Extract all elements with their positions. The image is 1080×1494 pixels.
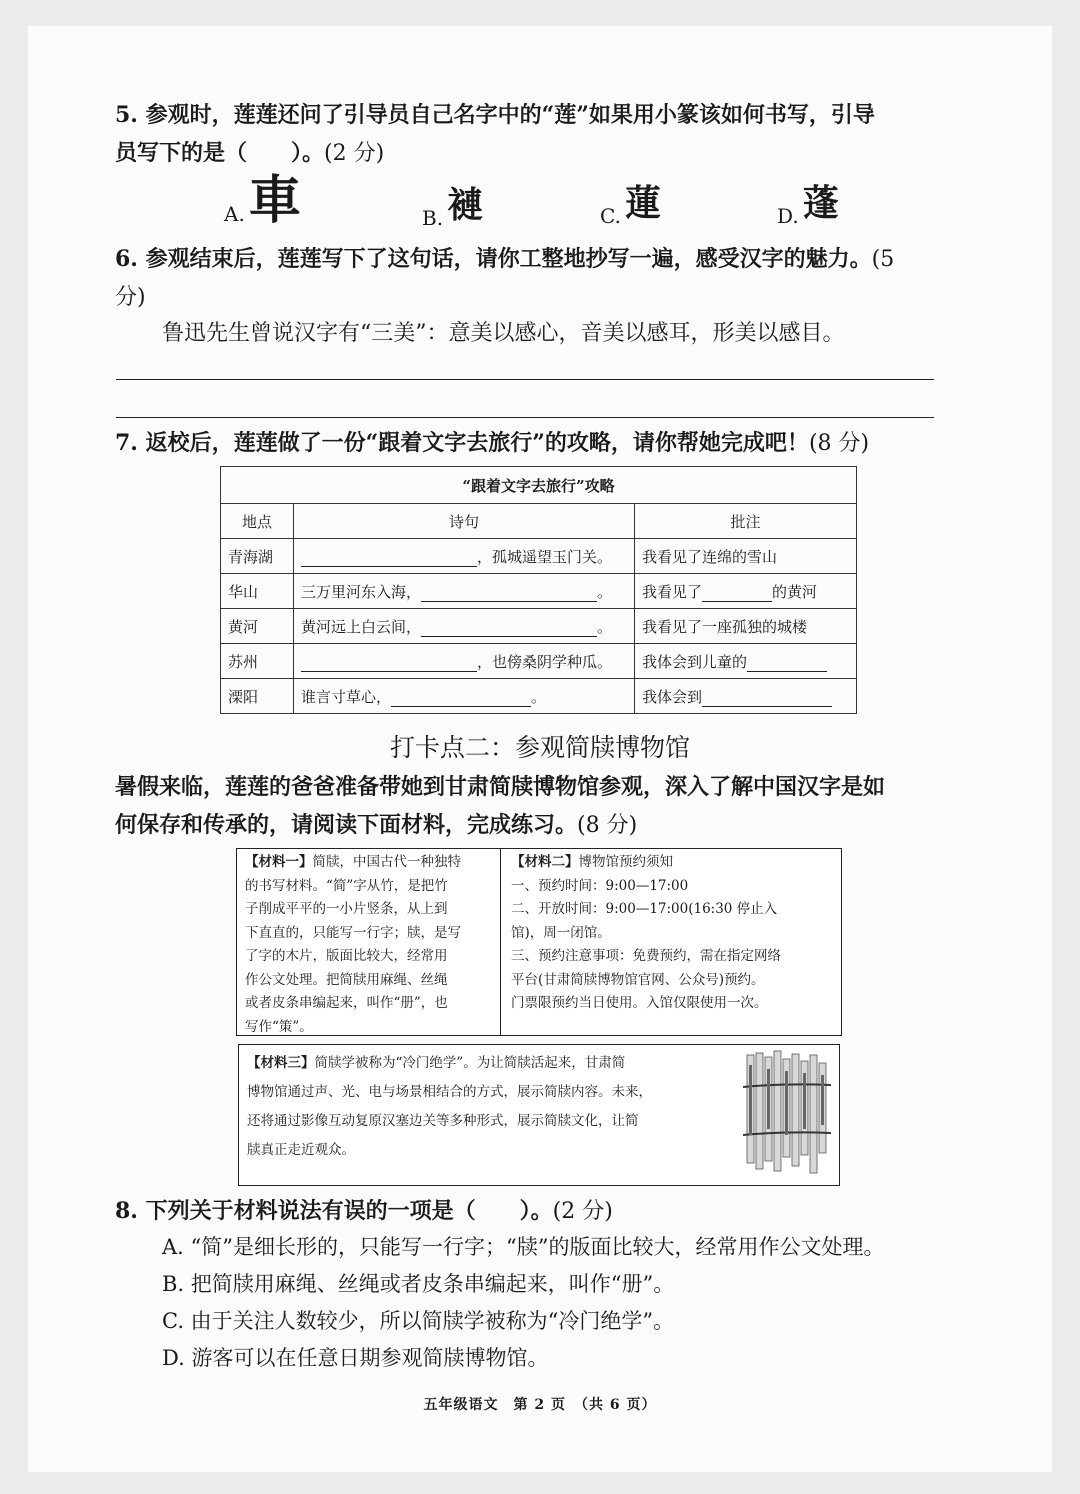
materials-1-2-box — [236, 848, 842, 1036]
poem-blank[interactable] — [421, 620, 597, 637]
poem-blank[interactable] — [301, 655, 477, 672]
table-header-poem: 诗句 — [294, 504, 635, 539]
note-blank[interactable] — [702, 585, 772, 602]
option-d[interactable] — [777, 178, 839, 228]
bamboo-slips-image — [739, 1049, 835, 1179]
table-row — [221, 539, 857, 574]
question-5-line1: 5. 参观时，莲莲还问了引导员自己名字中的“莲”如果用小篆该如何书写，引导 — [115, 102, 875, 128]
material-1-line: 的书写材料。“简”字从竹，是把竹 — [245, 877, 448, 894]
row-poem — [294, 644, 635, 679]
row-poem — [294, 679, 635, 714]
section-intro-points: (8 分) — [577, 813, 638, 838]
row-note — [635, 574, 857, 609]
option-a-label: A. — [224, 202, 245, 226]
poem-post: 。 — [597, 617, 613, 636]
travel-guide-table — [220, 466, 857, 714]
note-pre: 我看见了一座孤独的城楼 — [642, 617, 808, 636]
option-a[interactable] — [224, 170, 301, 231]
material-1-line: 写作“策”。 — [245, 1018, 313, 1035]
question-6-text: 6. 参观结束后，莲莲写下了这句话，请你工整地抄写一遍，感受汉字的魅力。 — [115, 246, 872, 272]
question-8-options — [162, 1229, 982, 1377]
q8-option-a[interactable]: A. “简”是细长形的，只能写一行字；“牍”的版面比较大，经常用作公文处理。 — [162, 1235, 885, 1259]
material-1-line: 了字的木片，版面比较大，经常用 — [245, 948, 448, 964]
question-5-points: (2 分) — [324, 141, 385, 166]
material-1-label: 【材料一】 — [245, 854, 313, 870]
option-b-label: B. — [422, 206, 444, 230]
section-intro — [115, 768, 975, 845]
poem-post: 。 — [531, 687, 547, 706]
row-place: 黄河 — [221, 609, 294, 644]
table-row — [221, 574, 857, 609]
question-6-line1 — [115, 240, 975, 279]
material-3-box — [238, 1044, 840, 1186]
material-1-line: 或者皮条串编起来，叫作“册”，也 — [245, 995, 448, 1011]
material-2-text: 博物馆预约须知 — [578, 854, 673, 870]
question-8-points: (2 分) — [552, 1199, 613, 1224]
answer-line-2[interactable] — [116, 417, 934, 418]
row-poem — [294, 609, 635, 644]
material-2 — [503, 849, 841, 1035]
table-title: “跟着文字去旅行”攻略 — [221, 467, 857, 504]
row-place: 华山 — [221, 574, 294, 609]
material-1-line — [245, 851, 492, 875]
option-c-label: C. — [600, 204, 621, 228]
poem-blank[interactable] — [391, 690, 531, 707]
row-poem — [294, 539, 635, 574]
material-2-line: 馆)，周一闭馆。 — [511, 924, 611, 941]
option-b-glyph: 褳 — [447, 184, 484, 226]
table-row — [221, 609, 857, 644]
poem-post: ，孤城遥望玉门关。 — [477, 547, 613, 566]
material-3-label: 【材料三】 — [247, 1055, 315, 1071]
section-title: 打卡点二：参观简牍博物馆 — [389, 733, 690, 762]
question-7-text: 7. 返校后，莲莲做了一份“跟着文字去旅行”的攻略，请你帮她完成吧！ — [115, 430, 809, 456]
row-poem — [294, 574, 635, 609]
material-2-line: 二、开放时间：9:00—17:00(16:30 停止入 — [511, 901, 778, 917]
material-3-text: 简牍学被称为“冷门绝学”。为让简牍活起来，甘肃简 — [314, 1055, 626, 1071]
table-row — [221, 679, 857, 714]
row-place: 溧阳 — [221, 679, 294, 714]
row-note — [635, 609, 857, 644]
question-6-points-a: (5 — [871, 247, 895, 272]
q8-option-c[interactable]: C. 由于关注人数较少，所以简牍学被称为“冷门绝学”。 — [162, 1309, 675, 1333]
question-7-points: (8 分) — [808, 431, 870, 456]
option-d-label: D. — [777, 204, 799, 228]
row-place: 苏州 — [221, 644, 294, 679]
page-footer: 五年级语文 第 2 页 （共 6 页） — [423, 1397, 657, 1413]
q8-option-b[interactable]: B. 把简牍用麻绳、丝绳或者皮条串编起来，叫作“册”。 — [162, 1272, 675, 1296]
material-2-line: 三、预约注意事项：免费预约，需在指定网络 — [511, 948, 781, 964]
section-intro-line2 — [115, 806, 975, 845]
poem-post: ，也傍桑阴学种瓜。 — [477, 652, 613, 671]
material-2-line: 平台(甘肃简牍博物馆官网、公众号)预约。 — [511, 971, 765, 988]
note-pre: 我体会到儿童的 — [642, 652, 748, 671]
option-b[interactable] — [422, 180, 483, 230]
material-1-text: 简牍，中国古代一种独特 — [312, 854, 461, 870]
row-place: 青海湖 — [221, 539, 294, 574]
option-a-glyph: 車 — [248, 170, 301, 231]
material-2-label: 【材料二】 — [511, 854, 579, 870]
poem-blank[interactable] — [301, 550, 477, 567]
material-3 — [239, 1045, 739, 1185]
material-3-line — [247, 1049, 731, 1078]
question-6 — [115, 240, 975, 317]
table-header-note: 批注 — [635, 504, 857, 539]
question-5-line2-text: 员写下的是（ ）。 — [115, 140, 325, 166]
material-3-line: 牍真正走近观众。 — [247, 1142, 355, 1158]
row-note — [635, 679, 857, 714]
option-d-glyph: 蓬 — [802, 182, 839, 224]
question-8 — [115, 1192, 975, 1231]
table-row — [221, 644, 857, 679]
option-c[interactable] — [600, 178, 661, 228]
note-pre: 我看见了 — [642, 582, 703, 601]
note-pre: 我看见了连绵的雪山 — [642, 547, 778, 566]
material-1-line: 作公文处理。把简牍用麻绳、丝绳 — [245, 971, 448, 988]
question-5-line2 — [115, 134, 975, 173]
material-2-line: 一、预约时间：9:00—17:00 — [511, 877, 689, 894]
material-1 — [237, 849, 501, 1035]
question-8-text: 8. 下列关于材料说法有误的一项是（ ）。 — [115, 1198, 553, 1224]
poem-pre: 黄河远上白云间， — [301, 617, 422, 636]
note-post: 的黄河 — [772, 582, 818, 601]
row-note — [635, 644, 857, 679]
q8-option-d[interactable]: D. 游客可以在任意日期参观简牍博物馆。 — [162, 1346, 549, 1370]
question-7 — [115, 424, 975, 463]
question-5-options — [0, 172, 1080, 236]
row-note — [635, 539, 857, 574]
poem-post: 。 — [597, 582, 613, 601]
question-5 — [115, 96, 975, 173]
note-pre: 我体会到 — [642, 687, 703, 706]
material-1-line: 子削成平平的一小片竖条，从上到 — [245, 901, 448, 917]
copy-sentence: 鲁迅先生曾说汉字有“三美”：意美以感心，音美以感耳，形美以感目。 — [162, 321, 845, 346]
note-blank[interactable] — [702, 690, 832, 707]
material-2-line — [511, 851, 833, 875]
section-intro-line2-text: 何保存和传承的，请阅读下面材料，完成练习。 — [115, 812, 578, 838]
section-intro-line1: 暑假来临，莲莲的爸爸准备带她到甘肃简牍博物馆参观，深入了解中国汉字是如 — [115, 774, 886, 800]
question-6-points-b: 分) — [115, 285, 146, 310]
material-3-line: 还将通过影像互动复原汉塞边关等多种形式，展示简牍文化，让简 — [247, 1113, 639, 1129]
note-blank[interactable] — [747, 655, 827, 672]
material-2-line: 门票限预约当日使用。入馆仅限使用一次。 — [511, 995, 768, 1011]
poem-pre: 三万里河东入海， — [301, 582, 422, 601]
answer-line-1[interactable] — [116, 379, 934, 380]
material-3-line: 博物馆通过声、光、电与场景相结合的方式，展示简牍内容。未来， — [247, 1084, 652, 1100]
option-c-glyph: 蓮 — [624, 182, 661, 224]
poem-pre: 谁言寸草心， — [301, 687, 392, 706]
poem-blank[interactable] — [421, 585, 597, 602]
table-header-place: 地点 — [221, 504, 294, 539]
material-1-line: 下直直的，只能写一行字；牍，是写 — [245, 924, 461, 941]
